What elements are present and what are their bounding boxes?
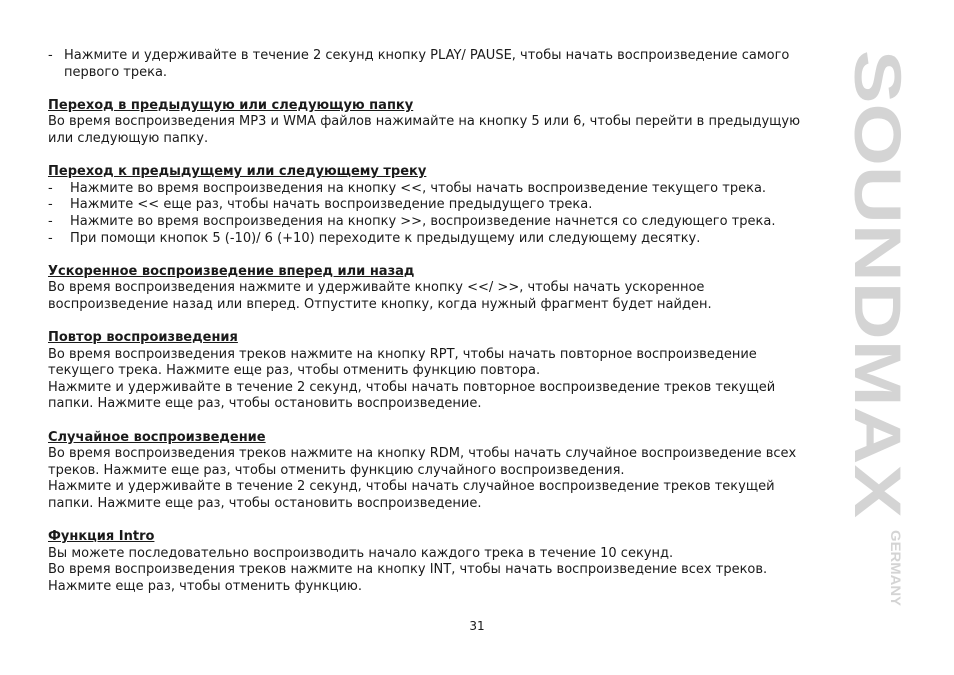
paragraph: Вы можете последовательно воспроизводить начало каждого трека в течение 10 секунд. [48,545,674,561]
paragraph: Во время воспроизведения треков нажмите на кнопку INT, чтобы начать воспроизведение всех треков. Нажмите еще раз, чтобы отменить функцию. [48,562,768,594]
list-item: - При помощи кнопок 5 (-10)/ 6 (+10) переходите к предыдущему или следующему десятку. [48,231,818,248]
section-heading: Ускоренное воспроизведение вперед или назад [48,263,415,279]
section-fast-play [48,264,818,314]
page-number: 31 [469,619,485,633]
intro-list [48,48,818,81]
section-folder-nav [48,98,818,148]
brand-logo [841,50,915,610]
paragraph: Во время воспроизведения треков нажмите на кнопку RDM, чтобы начать случайное воспроизведение всех треков. Нажмите еще раз, чтобы отменить функцию случайного воспроизведения. [48,446,797,478]
list-item: - Нажмите и удерживайте в течение 2 секунд кнопку PLAY/ PAUSE, чтобы начать воспроизведение самого первого трека. [48,48,818,81]
section-intro [48,529,818,595]
paragraph: Во время воспроизведения нажмите и удерживайте кнопку <</ >>, чтобы начать ускоренное воспроизведение назад или вперед. Отпустите кнопку, когда нужный фрагмент будет найден. [48,280,712,312]
section-heading: Переход в предыдущую или следующую папку [48,97,414,113]
brand-tagline: GERMANY [888,530,904,602]
list-item: - Нажмите во время воспроизведения на кнопку <<, чтобы начать воспроизведение текущего трека. [48,181,818,198]
page-content [48,48,818,596]
section-heading: Функция Intro [48,529,155,545]
section-heading: Повтор воспроизведения [48,330,238,346]
bullet-list [48,181,818,247]
list-item: - Нажмите << еще раз, чтобы начать воспроизведение предыдущего трека. [48,197,818,214]
section-heading: Случайное воспроизведение [48,429,266,445]
section-heading: Переход к предыдущему или следующему треку [48,164,427,180]
brand-name: SOUNDMAX [841,50,915,436]
section-track-nav [48,164,818,247]
paragraph: Нажмите и удерживайте в течение 2 секунд, чтобы начать повторное воспроизведение треков текущей папки. Нажмите еще раз, чтобы остановить воспроизведение. [48,379,776,412]
paragraph: Во время воспроизведения треков нажмите на кнопку RPT, чтобы начать повторное воспроизведение текущего трека. Нажмите еще раз, чтобы отменить функцию повтора. [48,346,757,379]
list-item: - Нажмите во время воспроизведения на кнопку >>, воспроизведение начнется со следующего трека. [48,214,818,231]
paragraph: Во время воспроизведения MP3 и WMA файлов нажимайте на кнопку 5 или 6, чтобы перейти в предыдущую или следующую папку. [48,114,801,146]
section-random [48,430,818,513]
paragraph: Нажмите и удерживайте в течение 2 секунд, чтобы начать случайное воспроизведение треков текущей папки. Нажмите еще раз, чтобы остановить воспроизведение. [48,479,775,512]
section-repeat [48,330,818,413]
